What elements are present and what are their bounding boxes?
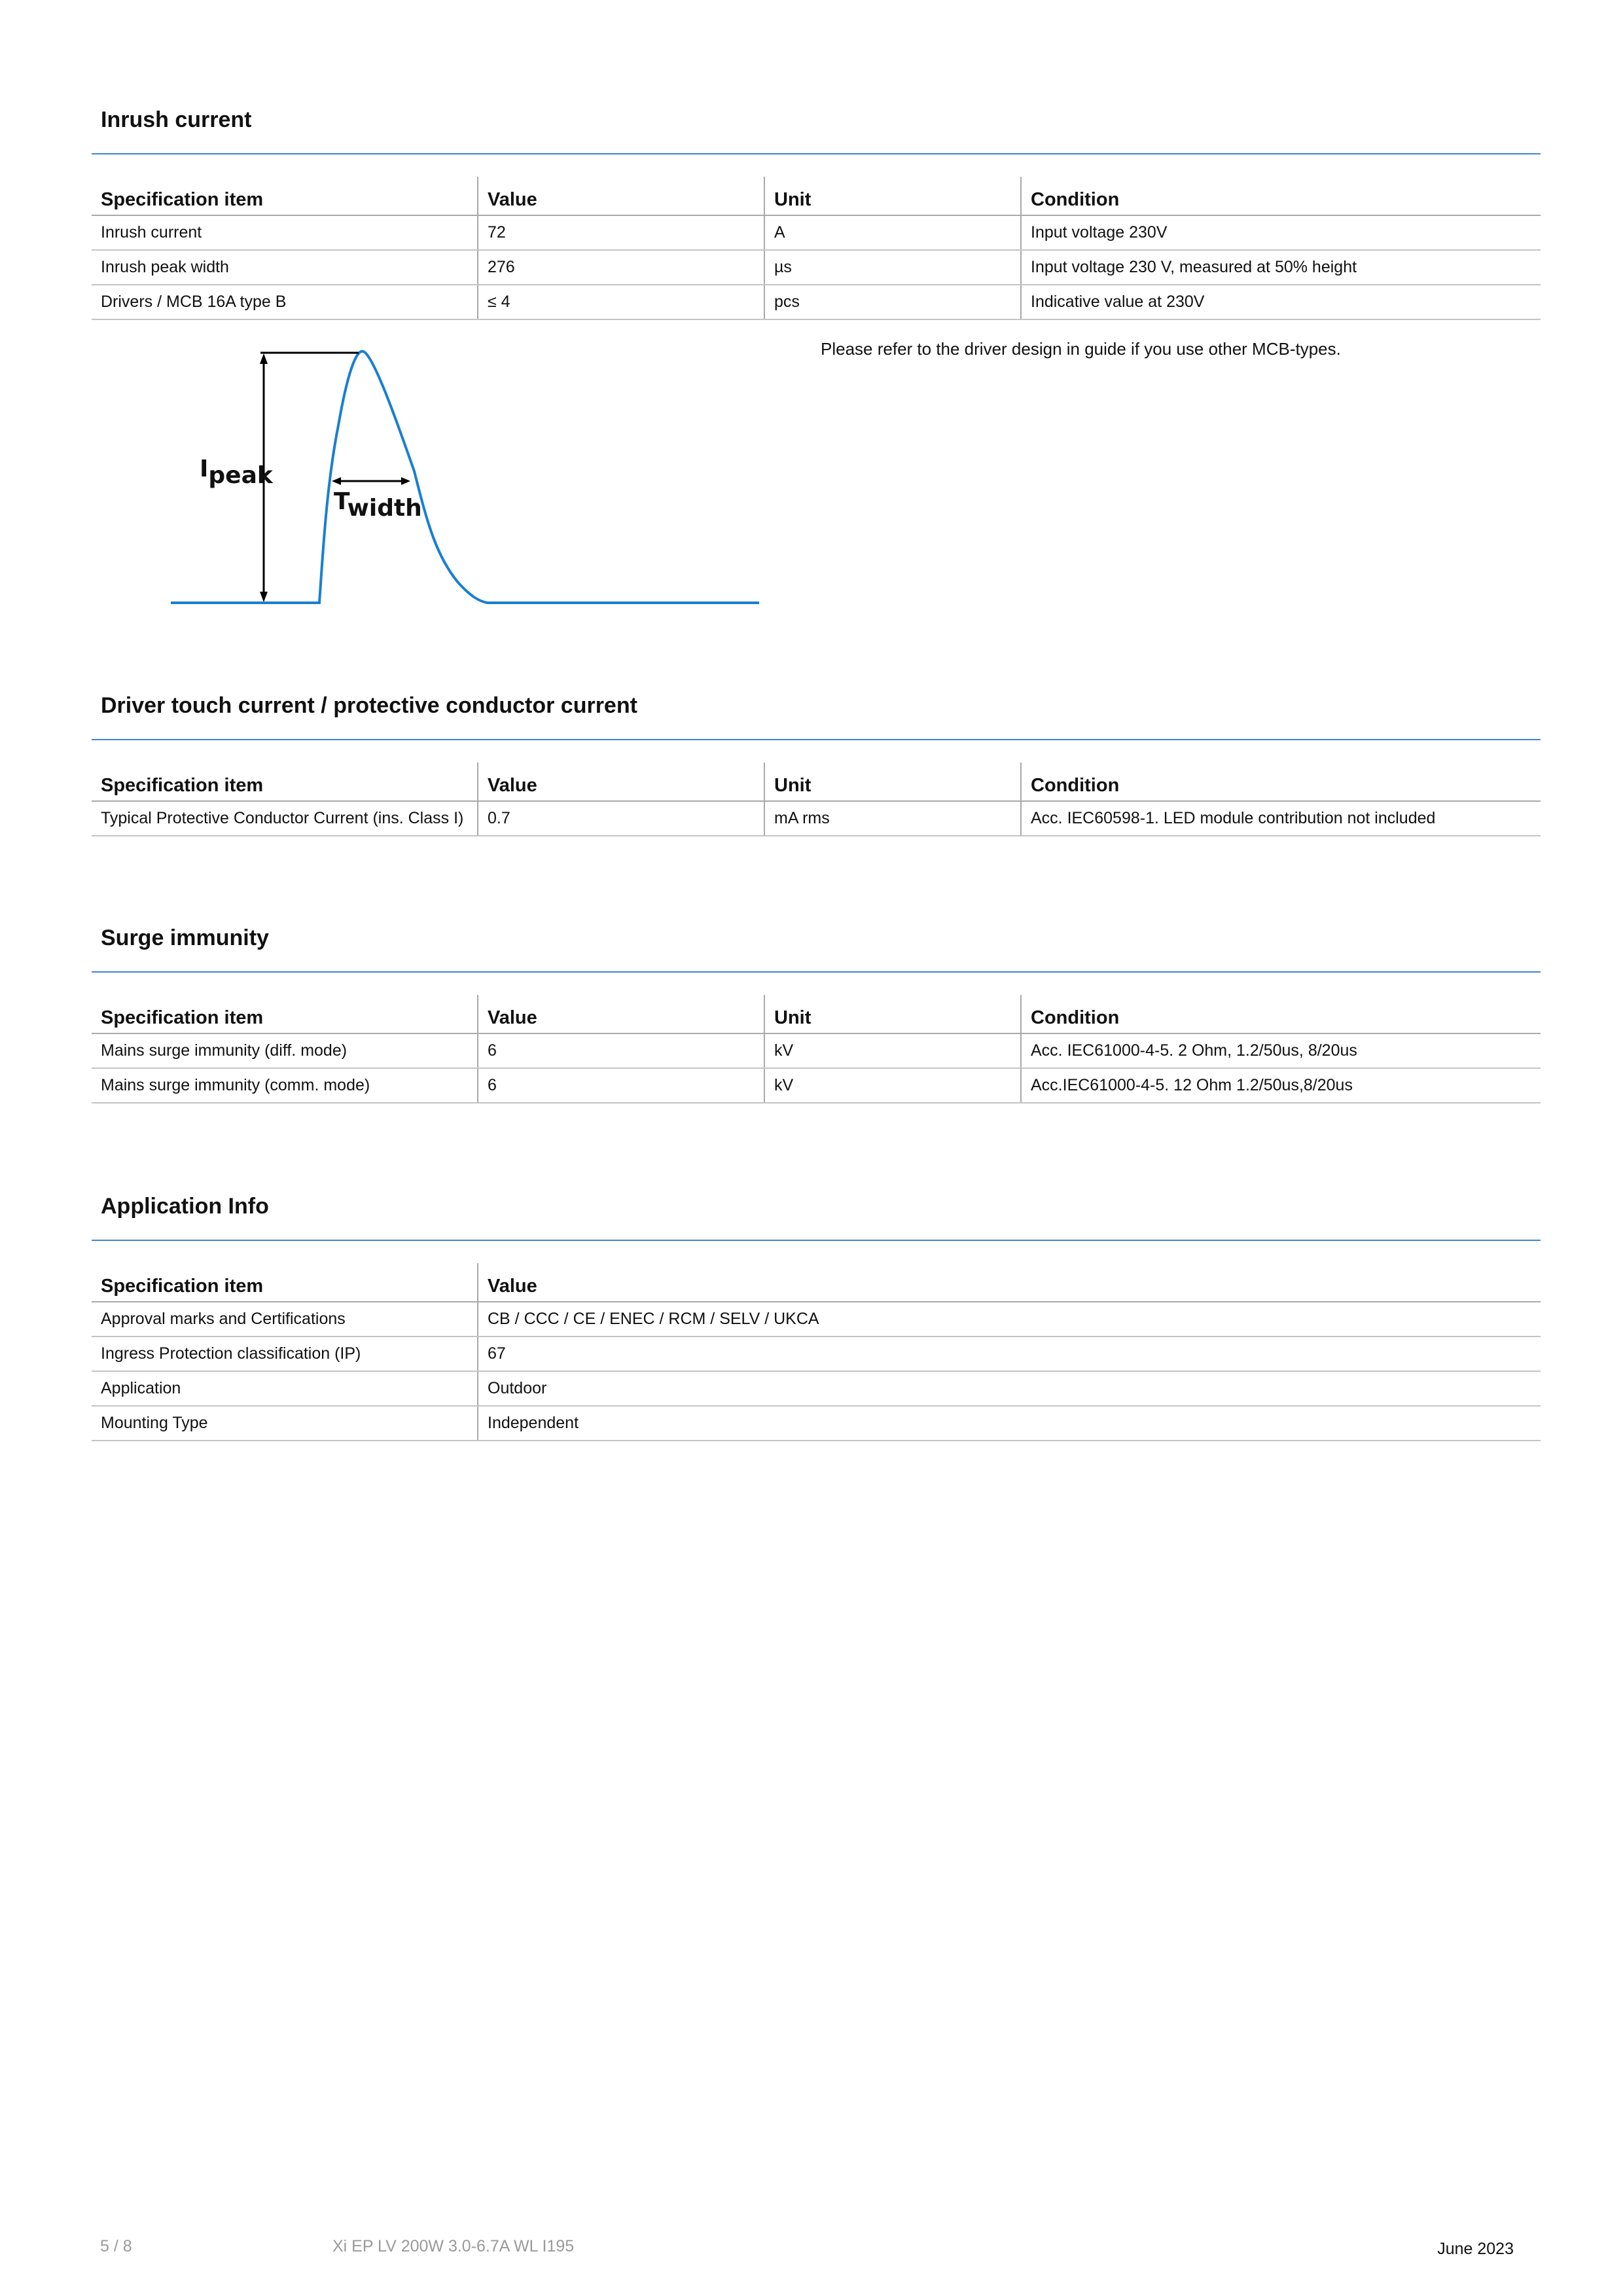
table-row (92, 1371, 1541, 1406)
arrowhead-left-icon (332, 477, 341, 485)
table-header-row (92, 1263, 1541, 1302)
arrowhead-down-icon (260, 592, 268, 602)
column-header: Specification item (92, 177, 478, 215)
table-cell: kV (764, 1033, 1021, 1068)
section-title: Driver touch current / protective conductor current (101, 693, 637, 718)
table-header-row (92, 995, 1541, 1033)
arrowhead-right-icon (401, 477, 410, 485)
table-cell: 0.7 (478, 801, 764, 836)
table-cell: Outdoor (478, 1371, 1541, 1406)
arrowhead-up-icon (260, 353, 268, 364)
column-header: Condition (1021, 762, 1541, 801)
table-cell: pcs (764, 285, 1021, 319)
table-cell: Ingress Protection classification (IP) (92, 1336, 478, 1371)
section-divider (92, 971, 1541, 973)
table-cell: Mains surge immunity (diff. mode) (92, 1033, 478, 1068)
section-divider (92, 153, 1541, 154)
width-label: Twidth (334, 488, 422, 522)
column-header: Unit (764, 177, 1021, 215)
table-row (92, 215, 1541, 250)
table-cell: 6 (478, 1033, 764, 1068)
column-header: Value (478, 1263, 1541, 1302)
inrush-waveform-diagram (167, 347, 762, 609)
table-header-row (92, 177, 1541, 215)
table-cell: Acc. IEC61000-4-5. 2 Ohm, 1.2/50us, 8/20us (1021, 1033, 1541, 1068)
table-row (92, 1302, 1541, 1336)
table-cell: Indicative value at 230V (1021, 285, 1541, 319)
table-cell: Application (92, 1371, 478, 1406)
section-divider (92, 739, 1541, 740)
table-cell: A (764, 215, 1021, 250)
column-header: Unit (764, 995, 1021, 1033)
column-header: Unit (764, 762, 1021, 801)
page-number: 5 / 8 (100, 2237, 132, 2255)
table-cell: 6 (478, 1068, 764, 1103)
table-cell: Inrush current (92, 215, 478, 250)
table-cell: Independent (478, 1406, 1541, 1441)
column-header: Specification item (92, 995, 478, 1033)
table-cell: Mains surge immunity (comm. mode) (92, 1068, 478, 1103)
table-cell: CB / CCC / CE / ENEC / RCM / SELV / UKCA (478, 1302, 1541, 1336)
document-date: June 2023 (1437, 2240, 1514, 2258)
section-divider (92, 1240, 1541, 1241)
column-header: Specification item (92, 1263, 478, 1302)
spec-table (92, 762, 1541, 836)
column-header: Condition (1021, 177, 1541, 215)
table-row (92, 1336, 1541, 1371)
table-cell: kV (764, 1068, 1021, 1103)
table-cell: Approval marks and Certifications (92, 1302, 478, 1336)
column-header: Value (478, 177, 764, 215)
spec-table (92, 1263, 1541, 1441)
product-name: Xi EP LV 200W 3.0-6.7A WL I195 (332, 2237, 575, 2255)
column-header: Value (478, 995, 764, 1033)
section-title: Surge immunity (101, 925, 269, 950)
section-title: Inrush current (101, 107, 252, 132)
table-cell: 67 (478, 1336, 1541, 1371)
table-row (92, 1033, 1541, 1068)
table-cell: Input voltage 230V (1021, 215, 1541, 250)
spec-table (92, 995, 1541, 1103)
table-cell: 276 (478, 250, 764, 285)
table-cell: ≤ 4 (478, 285, 764, 319)
column-header: Specification item (92, 762, 478, 801)
mcb-note: Please refer to the driver design in guide if you use other MCB-types. (821, 339, 1341, 359)
table-cell: µs (764, 250, 1021, 285)
table-row (92, 250, 1541, 285)
table-cell: Inrush peak width (92, 250, 478, 285)
table-cell: 72 (478, 215, 764, 250)
table-cell: Acc.IEC61000-4-5. 12 Ohm 1.2/50us,8/20us (1021, 1068, 1541, 1103)
table-row (92, 285, 1541, 319)
table-cell: Mounting Type (92, 1406, 478, 1441)
table-cell: Acc. IEC60598-1. LED module contribution not included (1021, 801, 1541, 836)
column-header: Condition (1021, 995, 1541, 1033)
table-row (92, 801, 1541, 836)
spec-table (92, 177, 1541, 320)
table-cell: mA rms (764, 801, 1021, 836)
table-row (92, 1068, 1541, 1103)
table-row (92, 1406, 1541, 1441)
table-cell: Typical Protective Conductor Current (ins. Class I) (92, 801, 478, 836)
table-cell: Drivers / MCB 16A type B (92, 285, 478, 319)
table-cell: Input voltage 230 V, measured at 50% height (1021, 250, 1541, 285)
section-title: Application Info (101, 1194, 269, 1219)
column-header: Value (478, 762, 764, 801)
peak-label: Ipeak (200, 456, 273, 489)
table-header-row (92, 762, 1541, 801)
